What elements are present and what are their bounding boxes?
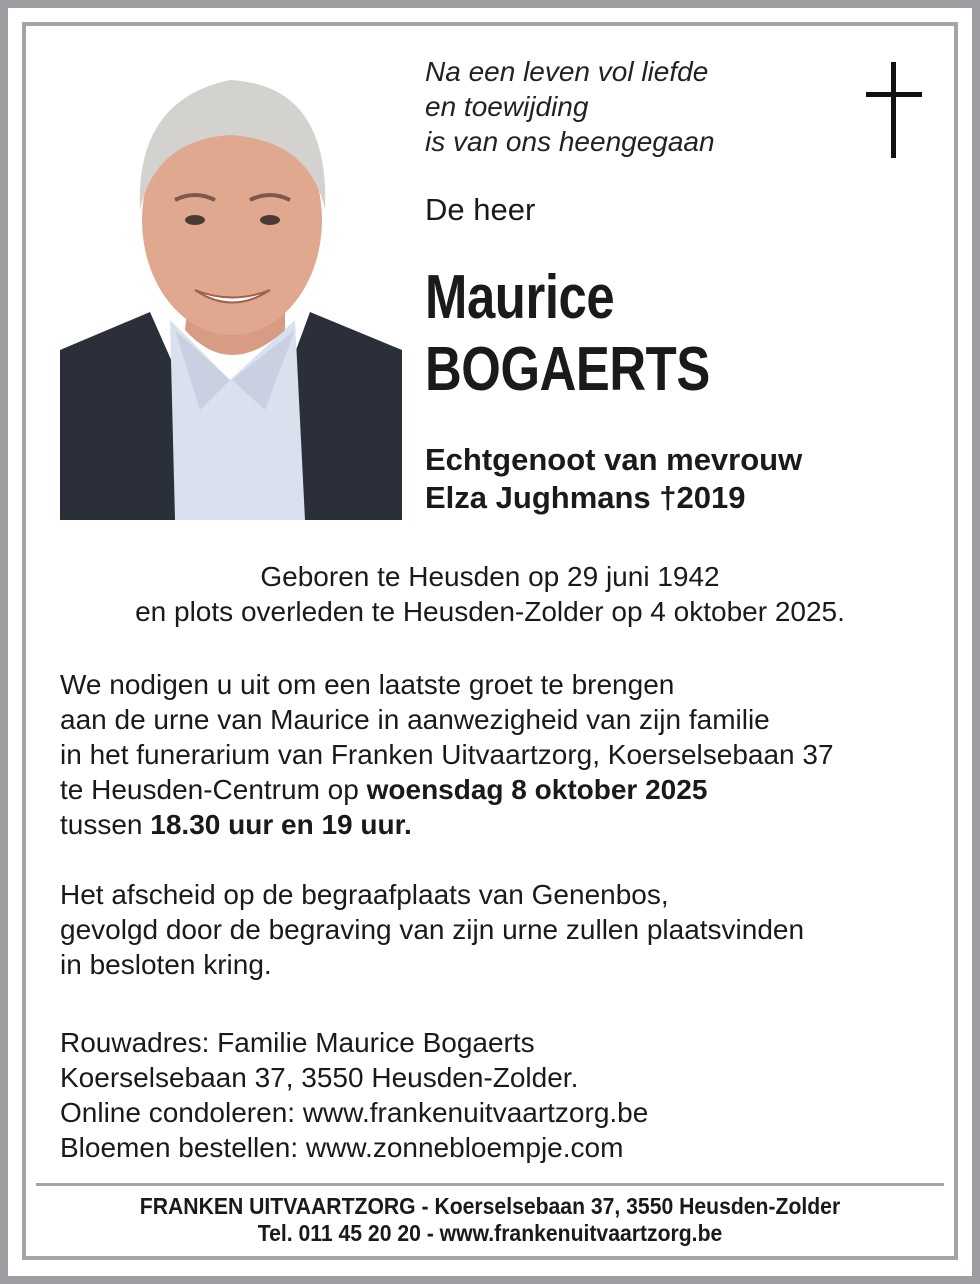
farewell-line: in besloten kring.	[60, 949, 272, 980]
deceased-name	[425, 262, 710, 406]
born-line: Geboren te Heusden op 29 juni 1942	[260, 561, 720, 592]
invite-line	[60, 807, 834, 842]
last-name: BOGAERTS	[425, 335, 710, 404]
invite-line: aan de urne van Maurice in aanwezigheid van zijn familie	[60, 704, 770, 735]
contact-info	[60, 1025, 648, 1165]
intro-line: is van ons heengegaan	[425, 126, 715, 157]
died-line: en plots overleden te Heusden-Zolder op 4 oktober 2025.	[135, 596, 845, 627]
funeral-home-footer	[39, 1193, 941, 1247]
invite-line	[60, 772, 834, 807]
invite-line: We nodigen u uit om een laatste groet te brengen	[60, 669, 675, 700]
footer-contact: Tel. 011 45 20 20 - www.frankenuitvaartzorg.be	[257, 1220, 723, 1246]
flowers-link: Bloemen bestellen: www.zonnebloempje.com	[60, 1132, 624, 1163]
spouse-line: Elza Jughmans †2019	[425, 480, 746, 515]
visit-date: woensdag 8 oktober 2025	[366, 774, 708, 805]
invite-line: in het funerarium van Franken Uitvaartzorg, Koerselsebaan 37	[60, 739, 834, 770]
spouse-info	[425, 441, 802, 517]
mourning-address-street: Koerselsebaan 37, 3550 Heusden-Zolder.	[60, 1062, 579, 1093]
visit-time: 18.30 uur en 19 uur.	[150, 809, 412, 840]
intro-verse	[425, 54, 715, 159]
portrait-photo	[60, 80, 402, 520]
cross-icon	[866, 62, 922, 158]
intro-line: Na een leven vol liefde	[425, 56, 709, 87]
footer-address: FRANKEN UITVAARTZORG - Koerselsebaan 37, 3550 Heusden-Zolder	[139, 1193, 841, 1219]
condolence-link: Online condoleren: www.frankenuitvaartzorg.be	[60, 1097, 649, 1128]
invite-text: te Heusden-Centrum op	[60, 774, 367, 805]
intro-line: en toewijding	[425, 91, 589, 122]
spouse-line: Echtgenoot van mevrouw	[425, 442, 803, 477]
honorific: De heer	[425, 192, 536, 227]
farewell-line: Het afscheid op de begraafplaats van Genenbos,	[60, 879, 669, 910]
birth-death-info	[0, 559, 980, 629]
first-name: Maurice	[425, 263, 615, 332]
farewell-line: gevolgd door de begraving van zijn urne zullen plaatsvinden	[60, 914, 805, 945]
mourning-address: Rouwadres: Familie Maurice Bogaerts	[60, 1027, 535, 1058]
farewell-paragraph	[60, 877, 804, 982]
invitation-paragraph	[60, 667, 834, 842]
footer-divider	[36, 1183, 944, 1186]
invite-text: tussen	[60, 809, 151, 840]
